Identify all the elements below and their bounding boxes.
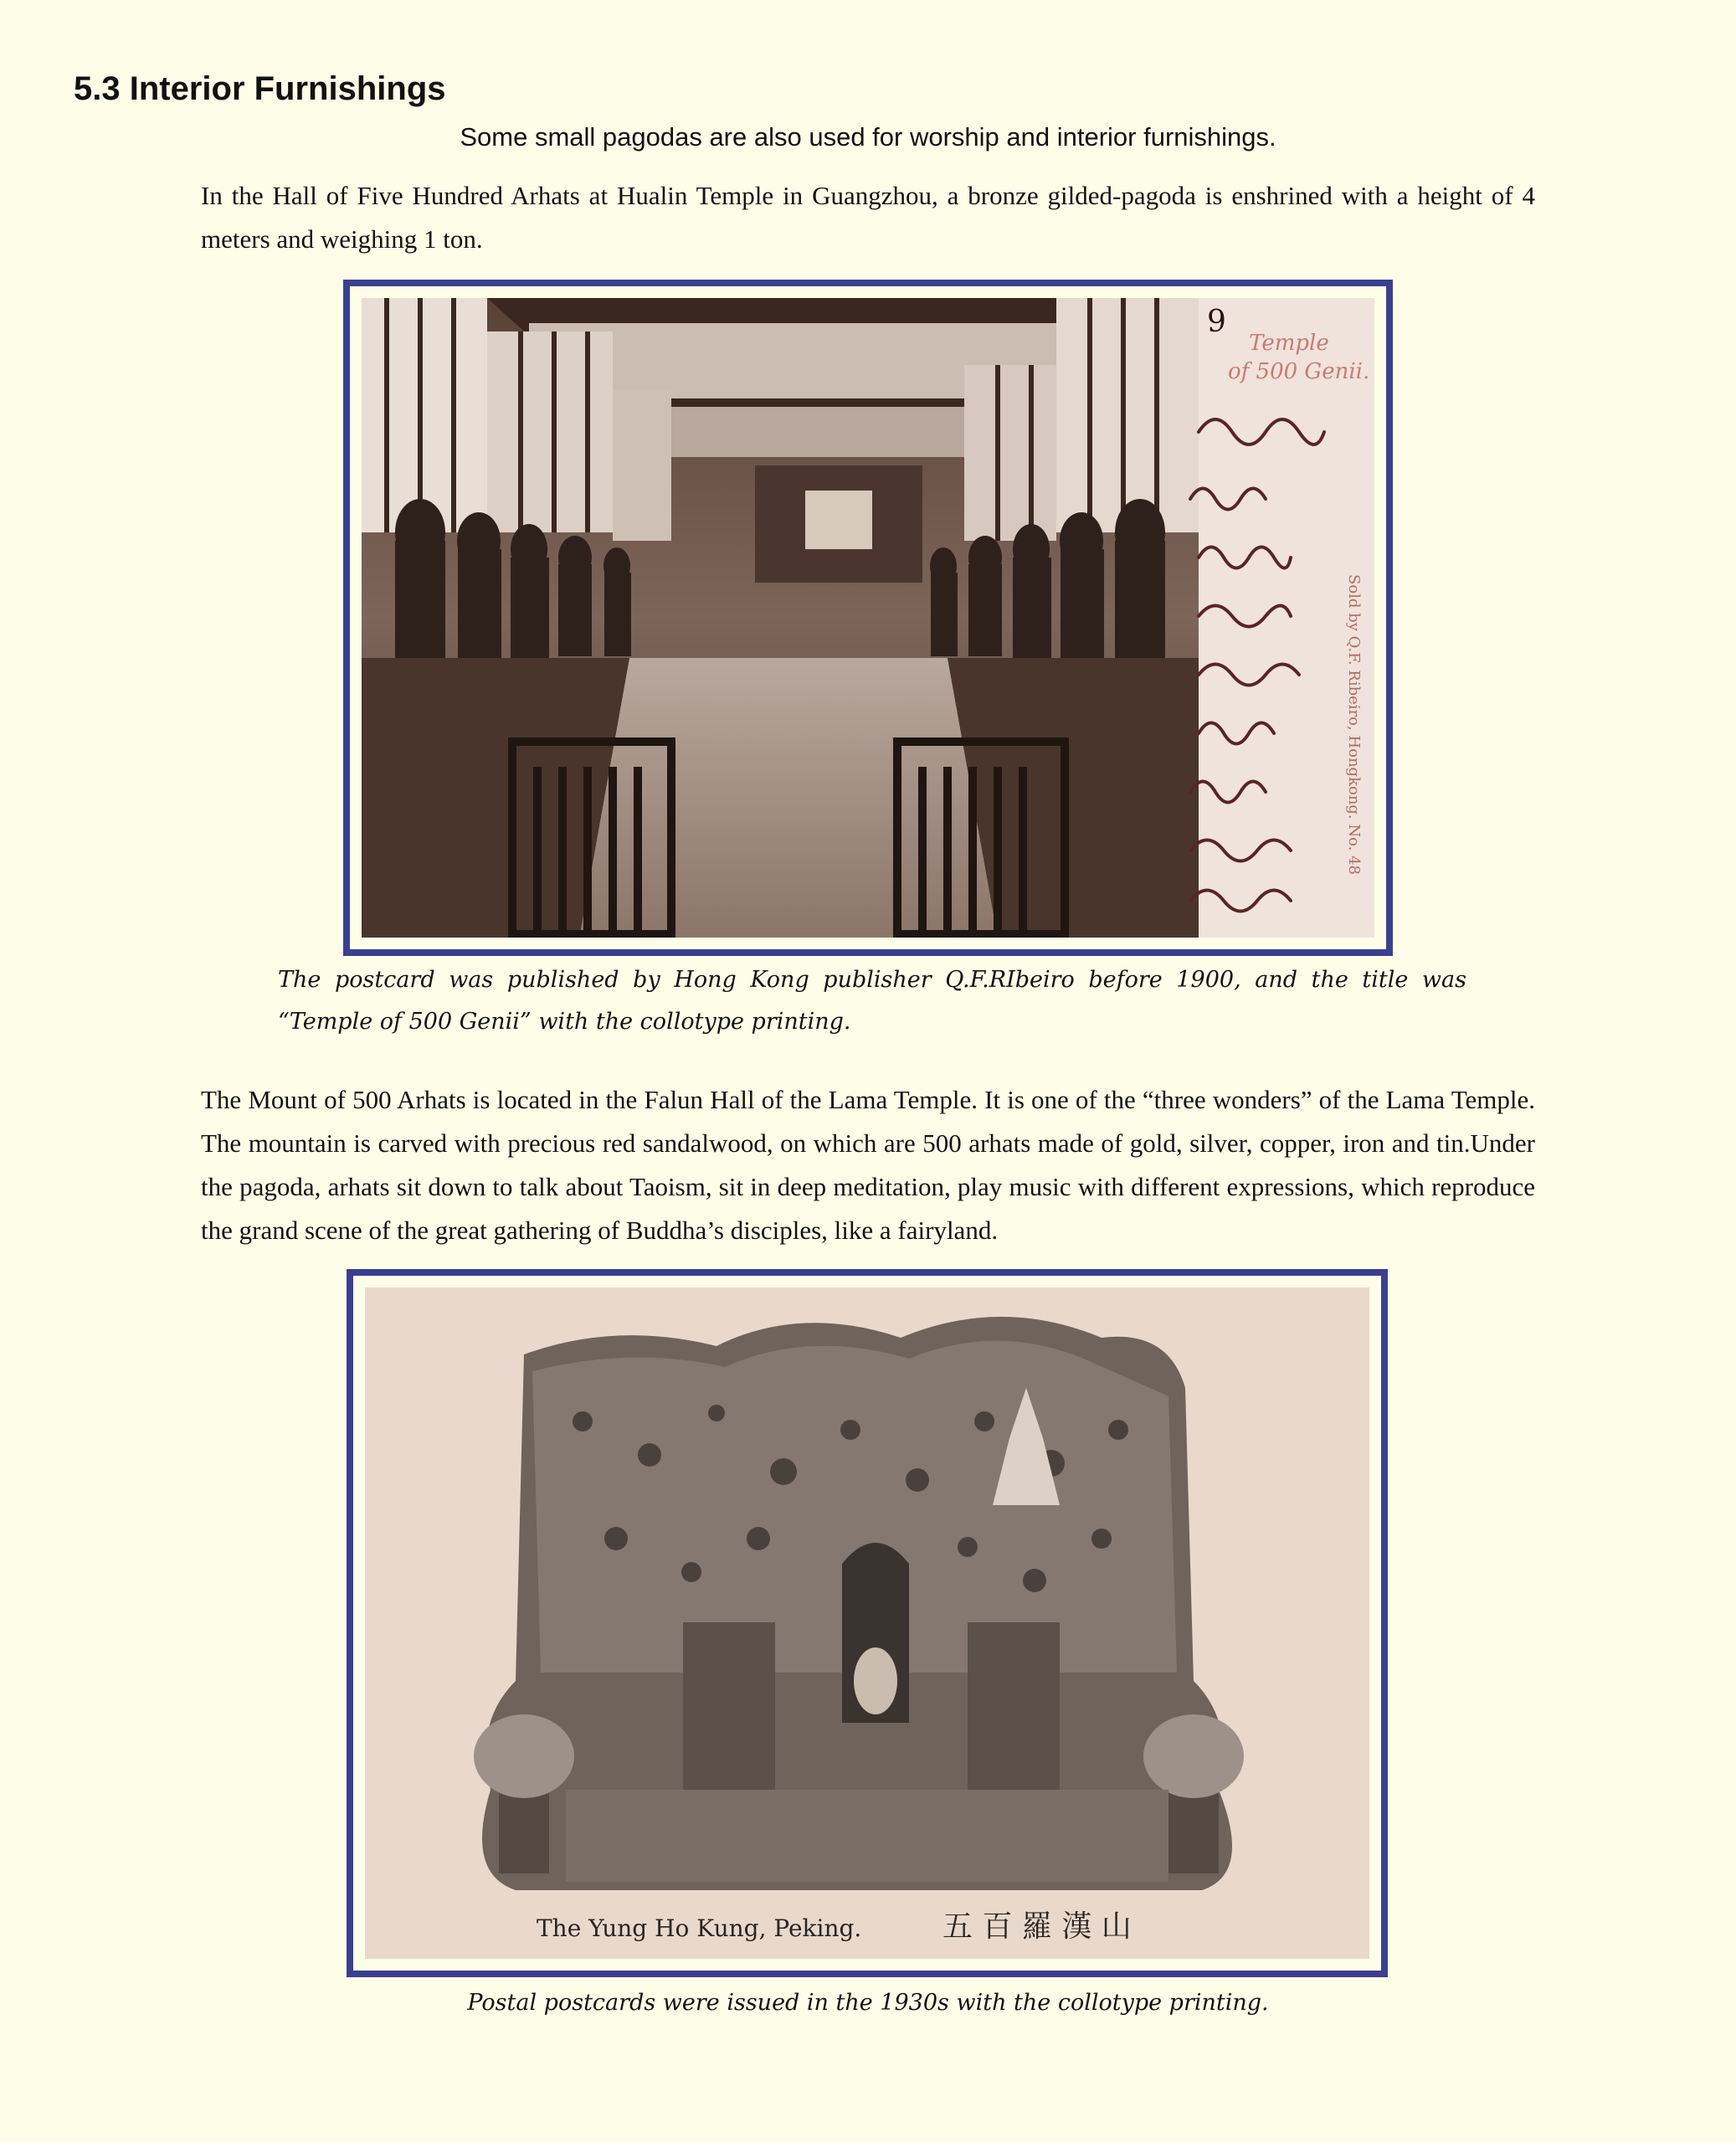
postcard-frame-temple-500-genii [343, 280, 1393, 956]
paragraph-lama-temple: The Mount of 500 Arhats is located in the Falun Hall of the Lama Temple. It is one of the “three wonders” of the Lama Temple. The mountain is carved with precious red sandalwood, on which are 500 arhats made of gold, silver, copper, iron and tin.Under the pagoda, arhats sit down to talk about Taoism, sit in deep meditation, play music with different expressions, which reproduce the grand scene of the great gathering of Buddha’s disciples, like a fairyland. [201, 1085, 1535, 1245]
paragraph-hualin-temple: In the Hall of Five Hundred Arhats at Hualin Temple in Guangzhou, a bronze gilded-pagoda is enshrined with a height of 4 meters and weighing 1 ton. [201, 181, 1535, 254]
postcard-photo-hall-of-arhats [362, 298, 1374, 938]
postcard-label-english: The Yung Ho Kung, Peking. [537, 1914, 862, 1942]
postcard-label-chinese: 五 百 羅 漢 山 [942, 1909, 1132, 1944]
postcard-frame-yung-ho-kung [347, 1269, 1388, 1977]
figure2-caption: Postal postcards were issued in the 1930s with the collotype printing. [467, 1990, 1269, 2016]
section-subtitle: Some small pagodas are also used for worship and interior furnishings. [460, 122, 1276, 152]
section-title: 5.3 Interior Furnishings [74, 70, 446, 107]
publisher-imprint: Sold by Q.F. Ribeiro, Hongkong. No. 48 [1345, 574, 1363, 875]
postcard-number: 9 [1207, 305, 1226, 339]
postcard-photo-mount-of-arhats [365, 1287, 1369, 1959]
postcard-title-line2: of 500 Genii. [1228, 359, 1370, 384]
figure1-caption: The postcard was published by Hong Kong publisher Q.F.RIbeiro before 1900, and the title was “Temple of 500 Genii” with the collotype printing. [278, 967, 1466, 1035]
postcard-title-line1: Temple [1249, 331, 1329, 356]
